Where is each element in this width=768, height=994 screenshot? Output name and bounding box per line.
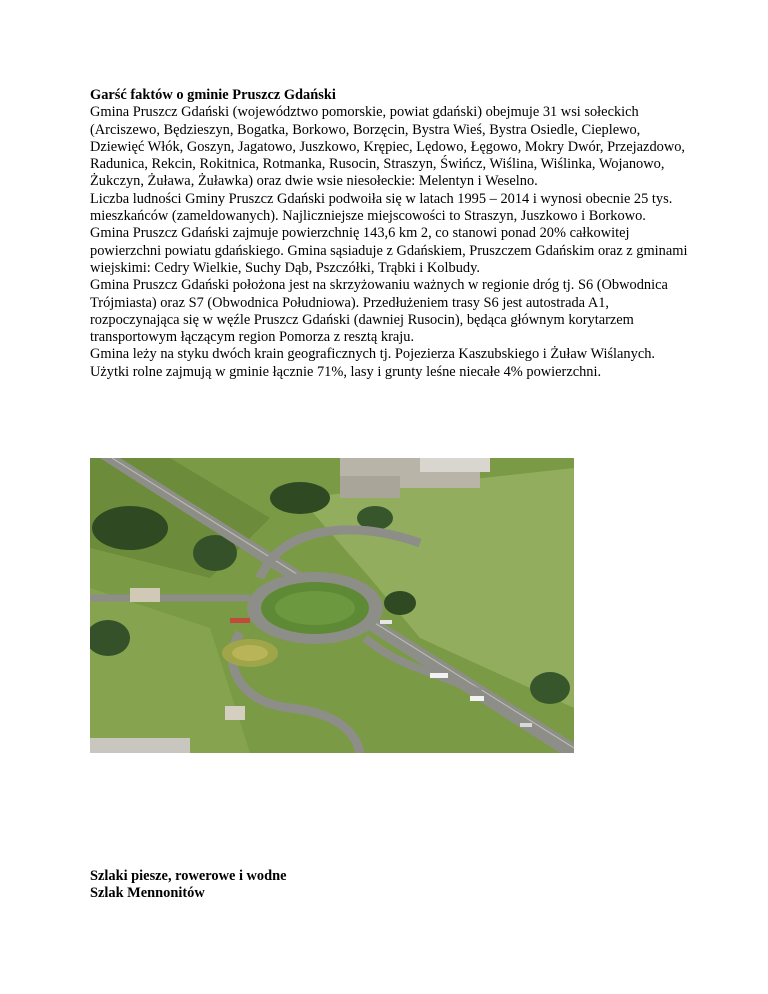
paragraph-population: Liczba ludności Gminy Pruszcz Gdański podwoiła się w latach 1995 – 2014 i wynosi obecnie 25 tys. mieszkańców (zameldowanych). Najliczniejsze miejscowości to Straszyn, Juszkowo i Borkowo. xyxy=(90,190,673,225)
paragraph-villages: Gmina Pruszcz Gdański (województwo pomorskie, powiat gdański) obejmuje 31 wsi sołeckich (Arciszewo, Będzieszyn, Bogatka, Borkowo, Borzęcin, Bystra Wieś, Bystra Osiedle, Cieplewo, Dziewięć Włók, Goszyn, Jagatowo, Juszkowo, Krępiec, Lędowo, Łęgowo, Mokry Dwór, Przejazdowo, Radunica, Rekcin, Rokitnica, Rotmanka, Rusocin, Straszyn, Świńcz, Wiślina, Wiślinka, Wojanowo, Żukczyn, Żuława, Żuławka) oraz dwie wsie niesołeckie: Melentyn i Weselno. xyxy=(90,104,686,190)
trails-section xyxy=(90,868,690,903)
aerial-roundabout-photo xyxy=(90,458,574,753)
mennonite-trail-heading: Szlak Mennonitów xyxy=(90,885,205,902)
paragraph-area: Gmina Pruszcz Gdański zajmuje powierzchnię 143,6 km 2, co stanowi ponad 20% całkowitej powierzchni powiatu gdańskiego. Gmina sąsiaduje z Gdańskiem, Pruszczem Gdańskim oraz z gminami wiejskimi: Cedry Wielkie, Suchy Dąb, Pszczółki, Trąbki i Kolbudy. xyxy=(90,225,688,276)
section-heading: Garść faktów o gminie Pruszcz Gdański xyxy=(90,87,336,103)
paragraph-roads: Gmina Pruszcz Gdański położona jest na skrzyżowaniu ważnych w regionie dróg tj. S6 (Obwodnica Trójmiasta) oraz S7 (Obwodnica Południowa). Przedłużeniem trasy S6 jest autostrada A1, rozpoczynająca się w węźle Pruszcz Gdański (dawniej Rusocin), będąca głównym korytarzem transportowym łączącym region Pomorza z resztą kraju. xyxy=(90,277,668,346)
trails-heading: Szlaki piesze, rowerowe i wodne xyxy=(90,868,287,884)
paragraph-geography: Gmina leży na styku dwóch krain geograficznych tj. Pojezierza Kaszubskiego i Żuław Wiślanych. Użytki rolne zajmują w gminie łącznie 71%, lasy i grunty leśne niecałe 4% powierzchni. xyxy=(90,346,656,380)
intro-section xyxy=(90,87,690,381)
aerial-photo-drawing xyxy=(90,458,574,753)
